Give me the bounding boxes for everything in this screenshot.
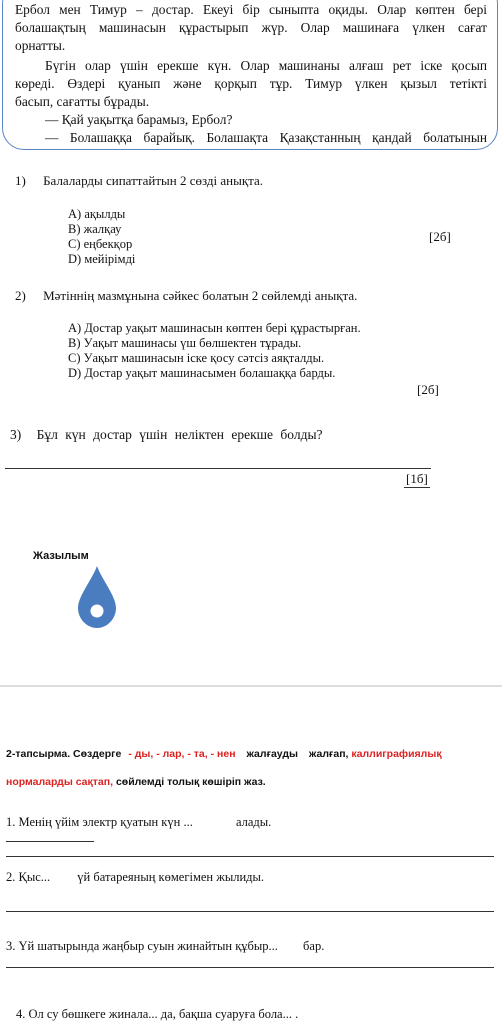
task-calligraphy: каллиграфиялық	[351, 748, 442, 760]
answer-line[interactable]	[6, 967, 494, 968]
sentence-text: алады.	[235, 815, 272, 829]
question-3	[10, 427, 323, 443]
sentence-text: бар.	[303, 939, 325, 953]
task-text-2: сөйлемді толық көшіріп жаз.	[115, 776, 266, 788]
writing-label: Жазылым	[33, 550, 89, 562]
score-underline	[404, 487, 430, 488]
story-line: орнатты.	[15, 38, 66, 53]
sentence-3	[6, 939, 324, 954]
question-text: Бұл күн достар үшін неліктен ерекше болды?	[36, 427, 323, 442]
q1-option-d: D) мейірімді	[68, 252, 136, 266]
task-text: жалғауды жалғап,	[246, 748, 349, 760]
q3-score: [1б]	[406, 471, 428, 486]
question-number: 2)	[15, 288, 26, 303]
question-2	[15, 288, 357, 304]
answer-line[interactable]	[6, 911, 494, 912]
answer-line[interactable]	[6, 841, 94, 842]
water-drop-icon	[78, 566, 116, 628]
question-text: Мәтіннің мазмұнына сәйкес болатын 2 сөйлемді анықта.	[43, 288, 358, 303]
sentence-2	[6, 870, 264, 885]
q2-option-a: A) Достар уақыт машинасын көптен бері құрастырған.	[68, 321, 361, 335]
question-number: 1)	[15, 173, 26, 188]
task-endings: - ды, - лар, - та, - нен	[128, 748, 236, 760]
task-2-instructions	[6, 748, 442, 760]
task-label: 2-тапсырма. Сөздерге	[6, 748, 122, 760]
sentence-4	[16, 1007, 298, 1022]
sentence-text: 3. Үй шатырында жаңбыр суын жинайтын құбыр...	[6, 939, 278, 953]
q1-option-b: B) жалқау	[68, 222, 122, 236]
story-line: болашақтың машинасын құрастырып жүр. Олар машинаға үлкен сағат	[15, 20, 487, 35]
question-1	[15, 173, 263, 189]
sentence-text: 4. Ол су бөшкеге жинала... да, бақша суаруға бола... .	[16, 1007, 299, 1021]
sentence-1	[6, 815, 271, 830]
sentence-text: үй батареяның көмегімен жылиды.	[77, 870, 265, 884]
task-2-instructions-line2	[6, 776, 266, 788]
story-line: көреді. Өздері қуанып және қорқып тұр. Тимур үлкен қызыл тетікті	[15, 76, 487, 91]
story-line	[61, 147, 487, 150]
answer-line[interactable]	[6, 856, 494, 857]
sentence-text: 1. Менің үйім электр қуатын күн ...	[6, 815, 193, 829]
story-line: Ербол мен Тимур – достар. Екеуі бір сыныпта оқиды. Олар көптен бері	[15, 2, 487, 17]
q2-score: [2б]	[417, 382, 439, 397]
q2-option-c: C) Уақыт машинасын іске қосу сәтсіз аяқталды.	[68, 351, 325, 365]
question-number: 3)	[10, 427, 22, 442]
q1-score: [2б]	[429, 229, 451, 244]
question-text: Балаларды сипаттайтын 2 сөзді анықта.	[43, 173, 264, 188]
story-line: — Қай уақытқа барамыз, Ербол?	[45, 112, 233, 127]
page-separator	[0, 685, 502, 687]
story-line: Бүгін олар үшін ерекше күн. Олар машинаны алғаш рет іске қосып	[45, 58, 487, 73]
story-line: басып, сағатты бұрады.	[15, 94, 150, 109]
sentence-text: 2. Қыс...	[6, 870, 51, 884]
q1-option-c: C) еңбекқор	[68, 237, 133, 251]
story-text-box	[2, 0, 498, 150]
q2-option-b: B) Уақыт машинасы үш бөлшектен тұрады.	[68, 336, 302, 350]
q1-option-a: A) ақылды	[68, 207, 126, 221]
answer-line[interactable]	[5, 468, 431, 469]
story-line: — Болашаққа барайық. Болашақта Қазақстанның қандай болатынын	[45, 130, 487, 145]
task-calligraphy-2: нормаларды сақтап,	[6, 776, 114, 788]
q2-option-d: D) Достар уақыт машинасымен болашаққа барды.	[68, 366, 336, 380]
